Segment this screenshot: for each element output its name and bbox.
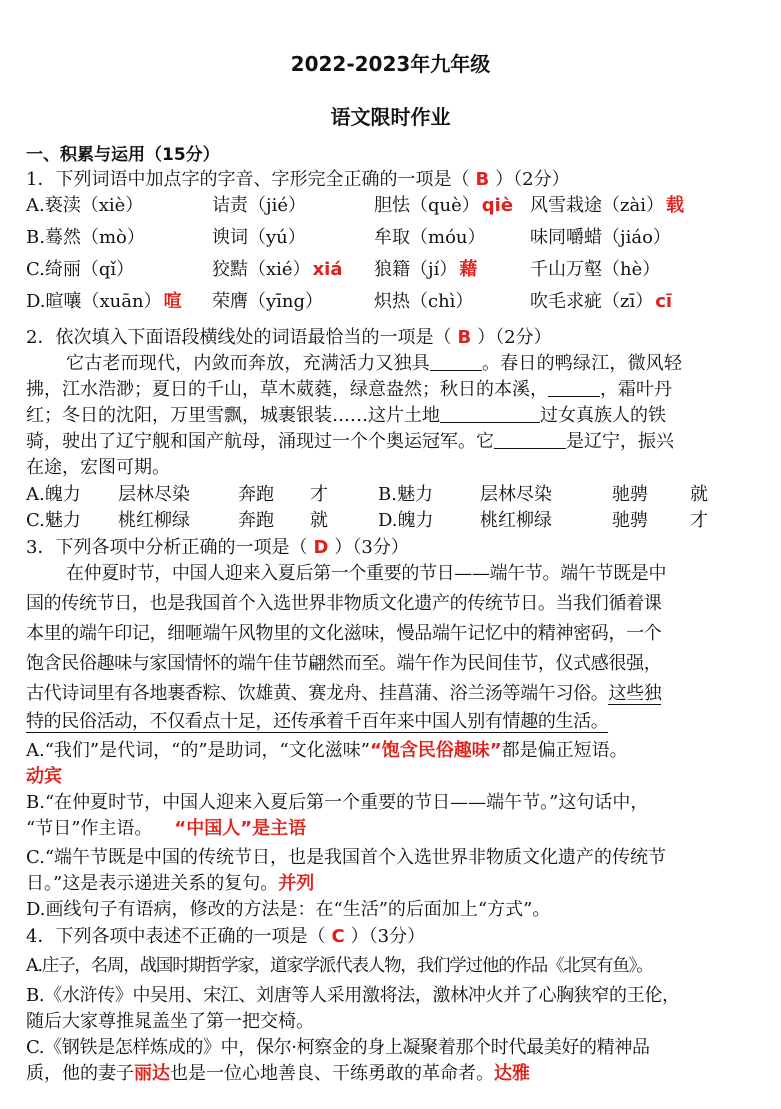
q1-option-cell [212,226,306,250]
q2-option-word: 就 [690,484,708,505]
q2-option-label: B.魅力 [378,484,433,505]
option-text: 味同嚼蜡（jiáo） [530,227,671,248]
q2-option-word: 才 [310,484,328,505]
option-text: 荣膺（yīng） [212,291,324,312]
correction-mark: 动宾 [26,766,62,787]
q1-option-cell [530,226,671,250]
q1-option-cell [374,258,477,282]
passage-line: 在仲夏时节，中国人迎来入夏后第一个重要的节日——端午节。端午节既是中 [66,563,667,584]
option-text: D.暄嚷（xuān） [26,291,162,312]
q2-option-label: C.魅力 [26,510,81,531]
correction-mark: xiá [312,259,343,280]
question-4-stem [26,925,773,949]
option-text: 谀词（yú） [212,227,306,248]
option-text: 狼籍（jí） [374,259,458,280]
q1-option-cell [530,258,660,282]
q1-option-cell [212,258,343,282]
q4-option-c-cont [26,1062,773,1086]
passage-line [26,378,773,402]
page-subtitle: 语文限时作业 [330,105,451,129]
section-heading: 一、积累与运用（15分） [26,145,220,165]
q2-option-word: 就 [310,510,328,531]
q1-option-cell [374,194,513,218]
passage-line [26,430,773,454]
q4-option-b-cont: 随后大家尊推晁盖坐了第一把交椅。 [26,1011,314,1032]
q1-option-cell [26,290,182,314]
q1-option-cell [26,226,145,250]
q3-option-d: D.画线句子有语病，修改的方法是：在“生活”的后面加上“方式”。 [26,899,551,920]
option-text: 千山万壑（hè） [530,259,661,280]
q2-option-label: D.魄力 [378,510,434,531]
q4-option-b: B.《水浒传》中吴用、宋江、刘唐等人采用激将法，激林冲火并了心胸狭窄的王伦， [26,985,680,1006]
passage-text: 过女真族人的铁 [540,405,666,426]
passage-line: 国的传统节日，也是我国首个入选世界非物质文化遗产的传统节日。当我们循着课 [26,593,662,614]
question-stem-text: 4．下列各项中表述不正确的一项是（ [26,926,326,947]
q2-option-word: 桃红柳绿 [118,510,190,531]
option-text: A.亵渎（xiè） [26,195,144,216]
question-stem-text: ）（3分） [350,926,426,947]
option-text: B.蓦然（mò） [26,227,145,248]
q4-option-c: C.《钢铁是怎样炼成的》中，保尔·柯察金的身上凝聚着那个时代最美好的精神品 [26,1037,650,1058]
question-1-stem [26,168,773,192]
correction-mark: 丽达 [134,1063,170,1084]
passage-text: 红；冬日的沈阳，万里雪飘，城裹银装……这片土地 [26,405,440,426]
correction-mark: 并列 [278,873,315,894]
q1-option-cell [374,226,486,250]
q3-option-a [26,739,773,763]
passage-line [66,352,773,376]
correction-mark: 喧 [163,291,182,312]
answer-mark: B [475,169,490,190]
option-text: 诘责（jié） [212,195,306,216]
answer-mark: C [331,926,345,947]
q1-option-cell [212,290,323,314]
question-stem-text: 3．下列各项中分析正确的一项是（ [26,537,308,558]
q4-option-a: A.庄子，名周，战国时期哲学家，道家学派代表人物，我们学过他的作品《北冥有鱼》。 [26,956,653,976]
question-stem-text: 2．依次填入下面语段横线处的词语最恰当的一项是（ [26,327,452,348]
q1-option-cell [530,290,672,314]
underlined-sentence: 特的民俗活动，不仅看点十足，还传承着千百年来中国人别有情趣的生活。 [26,711,609,732]
q2-option-word: 桃红柳绿 [480,510,552,531]
q3-option-b: B.“在仲夏时节，中国人迎来入夏后第一个重要的节日——端午节。”这句话中， [26,792,649,813]
q2-option-word: 才 [690,510,708,531]
fill-blank [548,378,600,397]
answer-mark: D [313,537,329,558]
question-2-stem [26,326,773,350]
passage-line: 在途，宏图可期。 [26,457,170,478]
passage-text: 。春日的鸭绿江，微风轻 [482,353,683,374]
q3-option-b-cont [26,817,773,841]
option-text: 胆怯（què） [374,195,480,216]
underlined-sentence: 这些独 [608,683,662,704]
passage-text: 古代诗词里有各地裹香粽、饮雄黄、赛龙舟、挂菖蒲、浴兰汤等端午习俗。 [26,683,609,704]
q2-option-word: 奔跑 [238,510,274,531]
correction-mark: “饱含民俗趣味” [369,740,502,761]
q1-option-cell [212,194,306,218]
q3-option-c: C.“端午节既是中国的传统节日，也是我国首个入选世界非物质文化遗产的传统节 [26,847,667,868]
option-text: 日。”这是表示递进关系的复句。 [26,873,279,894]
correction-mark: qiè [481,195,514,216]
option-text: 也是一位心地善良、干练勇敢的革命者。 [170,1063,494,1084]
passage-line [26,710,773,734]
page-title: 2022-2023年九年级 [290,52,491,76]
fill-blank [430,352,482,371]
correction-mark: 载 [665,195,684,216]
q1-option-cell [26,258,134,282]
q2-option-word: 驰骋 [612,484,648,505]
option-text: 风雪栽途（zài） [530,195,664,216]
question-3-stem [26,536,773,560]
q2-option-word: 奔跑 [238,484,274,505]
question-stem-text: 1．下列词语中加点字的字音、字形完全正确的一项是（ [26,169,470,190]
q1-option-cell [530,194,684,218]
answer-mark: B [457,327,472,348]
option-text: 都是偏正短语。 [501,740,628,761]
question-stem-text: ）（3分） [334,537,409,558]
correction-mark: 藉 [459,259,478,280]
q2-option-word: 层林尽染 [118,484,190,505]
passage-text: ，霜叶丹 [600,379,672,400]
passage-line: 本里的端午印记，细咂端午风物里的文化滋味，慢品端午记忆中的精神密码，一个 [26,623,662,644]
q1-option-cell [26,194,143,218]
correction-mark: cī [655,291,673,312]
passage-text: 拂，江水浩渺；夏日的千山，草木葳蕤，绿意盎然；秋日的本溪， [26,379,548,400]
q1-option-cell [374,290,473,314]
question-stem-text: ）（2分） [495,169,570,190]
option-text: 吹毛求疵（zī） [530,291,654,312]
option-text: 炽热（chì） [374,291,474,312]
option-text: “节日”作主语。 [26,818,153,839]
correction-mark: 达雅 [494,1063,530,1084]
passage-text: 骑，驶出了辽宁舰和国产航母，涌现过一个个奥运冠军。它 [26,431,494,452]
passage-line [26,404,773,428]
option-text: A.“我们”是代词，“的”是助词，“文化滋味” [26,740,370,761]
q2-option-word: 驰骋 [612,510,648,531]
correction-mark: “中国人”是主语 [174,818,307,839]
passage-text: 它古老而现代，内敛而奔放，充满活力又独具 [66,353,430,374]
question-stem-text: ）（2分） [477,327,552,348]
passage-line [26,682,773,706]
q2-option-label: A.魄力 [26,484,81,505]
option-text: 质，他的妻子 [26,1063,134,1084]
q2-option-word: 层林尽染 [480,484,552,505]
option-text: 狡黠（xié） [212,259,311,280]
fill-blank [494,430,566,449]
option-text: C.绮丽（qǐ） [26,259,135,280]
fill-blank [440,404,540,423]
passage-line: 饱含民俗趣味与家国情怀的端午佳节翩然而至。端午作为民间佳节，仪式感很强， [26,653,662,674]
option-text: 牟取（móu） [374,227,486,248]
passage-text: 是辽宁，振兴 [566,431,674,452]
q3-option-c-cont [26,872,773,896]
